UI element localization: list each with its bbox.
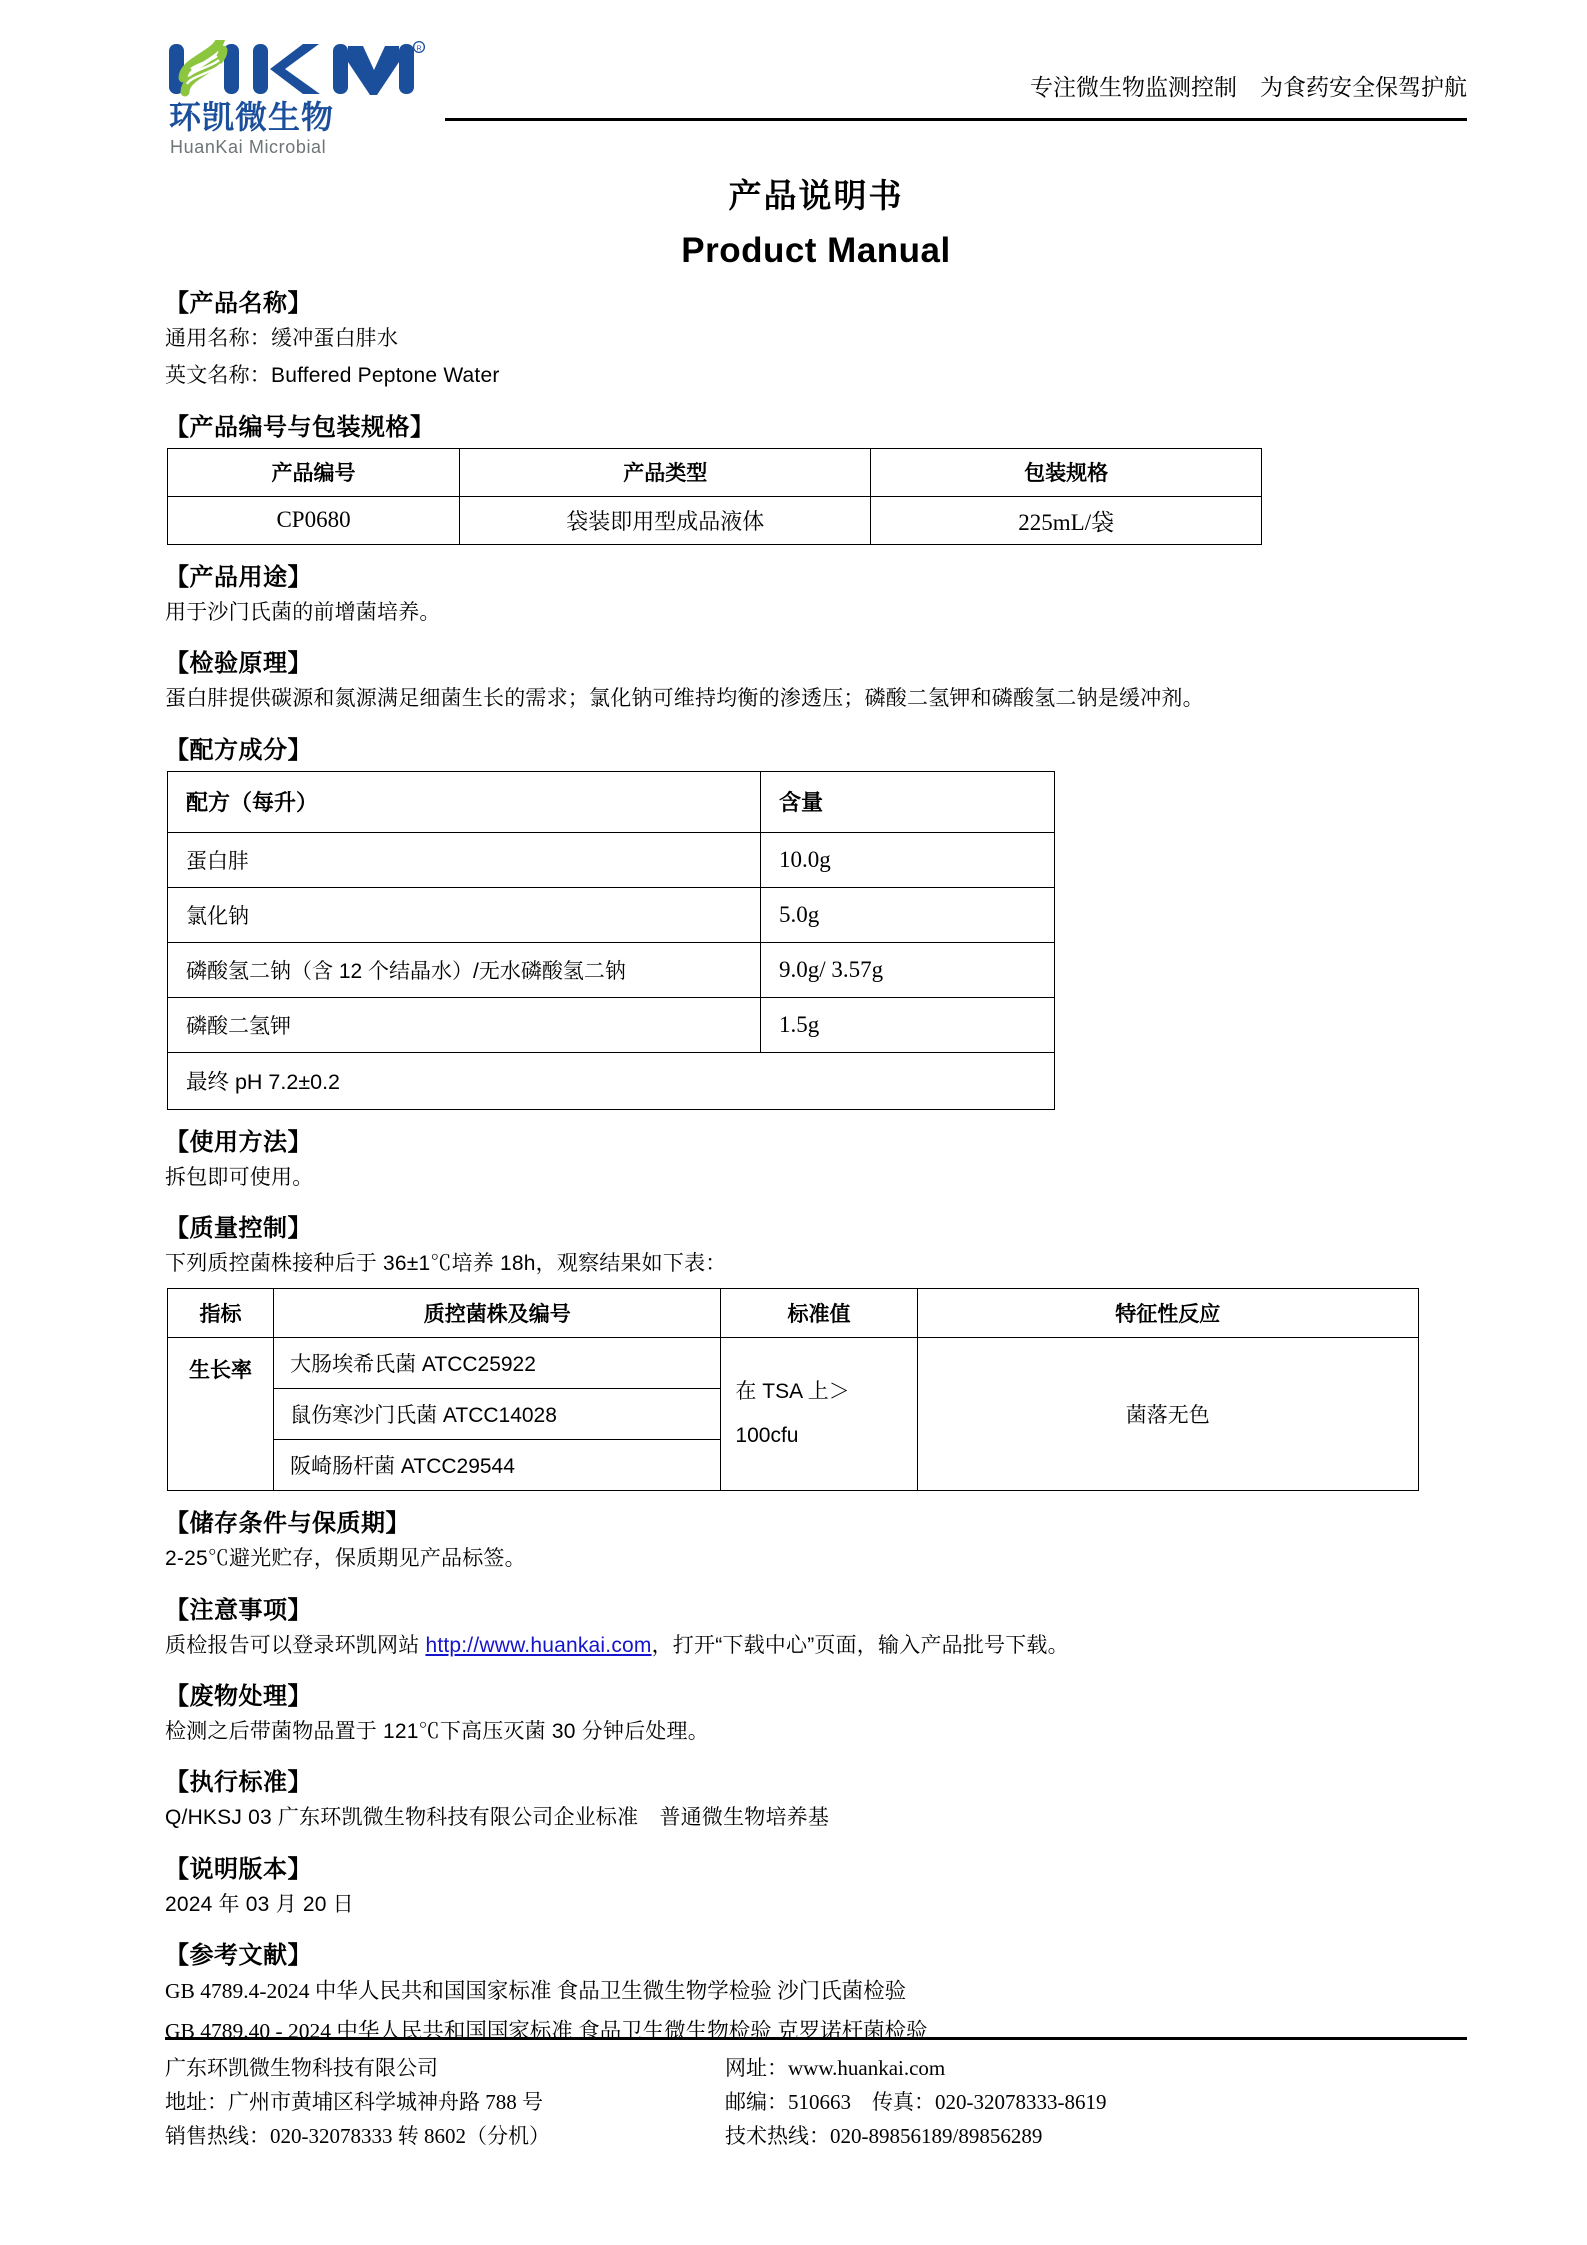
table-header-row xyxy=(168,448,1262,496)
table-row xyxy=(168,887,1055,942)
cell-ingredient: 磷酸二氢钾 xyxy=(168,997,761,1052)
purpose-text: 用于沙门氏菌的前增菌培养。 xyxy=(165,600,441,624)
column-header-spec: 包装规格 xyxy=(871,448,1262,496)
reference-item-1: GB 4789.4-2024 中华人民共和国国家标准 食品卫生微生物学检验 沙门氏菌检验 xyxy=(165,1979,907,2004)
quality-control-intro: 下列质控菌株接种后于 36±1℃培养 18h，观察结果如下表： xyxy=(165,1251,727,1275)
header-tagline: 专注微生物监测控制 为食药安全保驾护航 xyxy=(1030,74,1467,100)
page-title-cn: 产品说明书 xyxy=(728,177,904,214)
section-heading-standard: 【执行标准】 xyxy=(165,1769,312,1797)
column-header-indicator: 指标 xyxy=(168,1289,274,1338)
section-heading-waste: 【废物处理】 xyxy=(165,1683,312,1710)
cell-strain-2: 鼠伤寒沙门氏菌 ATCC14028 xyxy=(274,1389,721,1440)
notes-text-after: ，打开“下载中心”页面，输入产品批号下载。 xyxy=(651,1633,1069,1657)
cell-amount: 10.0g xyxy=(761,832,1055,887)
column-header-reaction: 特征性反应 xyxy=(917,1289,1418,1338)
storage-text: 2-25℃避光贮存，保质期见产品标签。 xyxy=(165,1547,526,1571)
cell-strain-1: 大肠埃希氏菌 ATCC25922 xyxy=(274,1338,721,1389)
english-name-value: Buffered Peptone Water xyxy=(271,364,500,388)
table-header-row xyxy=(168,1289,1419,1338)
standard-text: Q/HKSJ 03 广东环凯微生物科技有限公司企业标准 普通微生物培养基 xyxy=(165,1806,830,1830)
table-header-row xyxy=(168,771,1055,832)
english-name-row xyxy=(165,357,1467,394)
section-heading-purpose: 【产品用途】 xyxy=(165,563,312,591)
waste-text: 检测之后带菌物品置于 121℃下高压灭菌 30 分钟后处理。 xyxy=(165,1720,709,1743)
principle-text: 蛋白肨提供碳源和氮源满足细菌生长的需求；氯化钠可维持均衡的渗透压；磷酸二氢钾和磷酸氢二钠是缓冲剂。 xyxy=(165,687,1204,711)
method-text: 拆包即可使用。 xyxy=(165,1165,314,1189)
section-heading-storage: 【储存条件与保质期】 xyxy=(165,1510,410,1538)
page-header xyxy=(165,34,1467,157)
cell-strain-3: 阪崎肠杆菌 ATCC29544 xyxy=(274,1440,721,1491)
header-tagline-area xyxy=(727,74,1467,102)
footer-company-name: 广东环凯微生物科技有限公司 xyxy=(165,2055,438,2080)
notes-text xyxy=(165,1627,1467,1664)
section-heading-product-code: 【产品编号与包装规格】 xyxy=(165,413,435,441)
common-name-value: 缓冲蛋白肨水 xyxy=(271,327,399,350)
standard-line-1: 在 TSA 上＞ xyxy=(735,1380,850,1404)
table-row xyxy=(168,496,1262,544)
cell-package-spec: 225mL/袋 xyxy=(871,496,1262,544)
section-heading-principle: 【检验原理】 xyxy=(165,650,312,678)
version-text: 2024 年 03 月 20 日 xyxy=(165,1892,354,1916)
section-heading-references: 【参考文献】 xyxy=(165,1942,312,1970)
column-header-formula: 配方（每升） xyxy=(168,771,761,832)
hkm-logo-icon xyxy=(167,40,425,98)
cell-amount: 9.0g/ 3.57g xyxy=(761,942,1055,997)
column-header-type: 产品类型 xyxy=(460,448,871,496)
section-heading-formula: 【配方成分】 xyxy=(165,736,312,764)
cell-product-type: 袋装即用型成品液体 xyxy=(460,496,871,544)
cell-standard-value xyxy=(721,1338,917,1491)
section-heading-quality-control: 【质量控制】 xyxy=(165,1214,312,1242)
column-header-code: 产品编号 xyxy=(168,448,460,496)
table-row xyxy=(168,832,1055,887)
english-name-label: 英文名称： xyxy=(165,364,271,388)
cell-final-ph: 最终 pH 7.2±0.2 xyxy=(168,1052,1055,1109)
table-row-ph xyxy=(168,1052,1055,1109)
cell-product-code: CP0680 xyxy=(168,496,460,544)
footer-postcode-fax: 邮编：510663 传真：020-32078333-8619 xyxy=(725,2089,1107,2114)
cell-amount: 5.0g xyxy=(761,887,1055,942)
footer-sales-hotline: 销售热线：020-32078333 转 8602（分机） xyxy=(165,2123,550,2148)
table-row xyxy=(168,997,1055,1052)
cell-ingredient: 蛋白肨 xyxy=(168,832,761,887)
page-footer xyxy=(165,2037,1467,2153)
column-header-strain: 质控菌株及编号 xyxy=(274,1289,721,1338)
footer-address: 地址：广州市黄埔区科学城神舟路 788 号 xyxy=(165,2089,543,2114)
common-name-row xyxy=(165,320,1467,357)
table-row xyxy=(168,942,1055,997)
column-header-standard: 标准值 xyxy=(721,1289,917,1338)
reference-item-2: GB 4789.40 - 2024 中华人民共和国国家标准 食品卫生微生物检验 克罗诺杆菌检验 xyxy=(165,2018,928,2043)
footer-tech-hotline: 技术热线：020-89856189/89856289 xyxy=(725,2123,1043,2148)
logo-english-name: HuanKai Microbial xyxy=(170,137,327,157)
footer-left-column xyxy=(165,2051,725,2153)
huankai-website-link[interactable]: http://www.huankai.com xyxy=(425,1633,652,1657)
cell-ingredient: 氯化钠 xyxy=(168,887,761,942)
footer-divider xyxy=(165,2037,1467,2040)
section-heading-version: 【说明版本】 xyxy=(165,1855,312,1883)
formula-table xyxy=(167,771,1055,1110)
product-code-table xyxy=(167,448,1262,545)
section-heading-method: 【使用方法】 xyxy=(165,1128,312,1156)
table-row xyxy=(168,1338,1419,1389)
svg-text:R: R xyxy=(416,45,422,53)
company-logo xyxy=(167,40,437,158)
section-heading-notes: 【注意事项】 xyxy=(165,1596,312,1624)
footer-right-column xyxy=(725,2051,1467,2153)
header-divider xyxy=(445,118,1467,121)
section-heading-product-name: 【产品名称】 xyxy=(165,290,312,317)
cell-ingredient: 磷酸氢二钠（含 12 个结晶水）/无水磷酸氢二钠 xyxy=(168,942,761,997)
cell-indicator-growth-rate: 生长率 xyxy=(168,1338,274,1491)
column-header-content: 含量 xyxy=(761,771,1055,832)
common-name-label: 通用名称： xyxy=(165,327,271,350)
cell-characteristic-reaction: 菌落无色 xyxy=(917,1338,1418,1491)
footer-website: 网址：www.huankai.com xyxy=(725,2055,946,2080)
page-title-en: Product Manual xyxy=(681,231,951,270)
logo-chinese-name: 环凯微生物 xyxy=(169,99,335,135)
notes-text-before: 质检报告可以登录环凯网站 xyxy=(165,1633,426,1657)
standard-line-2: 100cfu xyxy=(735,1424,799,1448)
cell-amount: 1.5g xyxy=(761,997,1055,1052)
quality-control-table xyxy=(167,1288,1419,1491)
